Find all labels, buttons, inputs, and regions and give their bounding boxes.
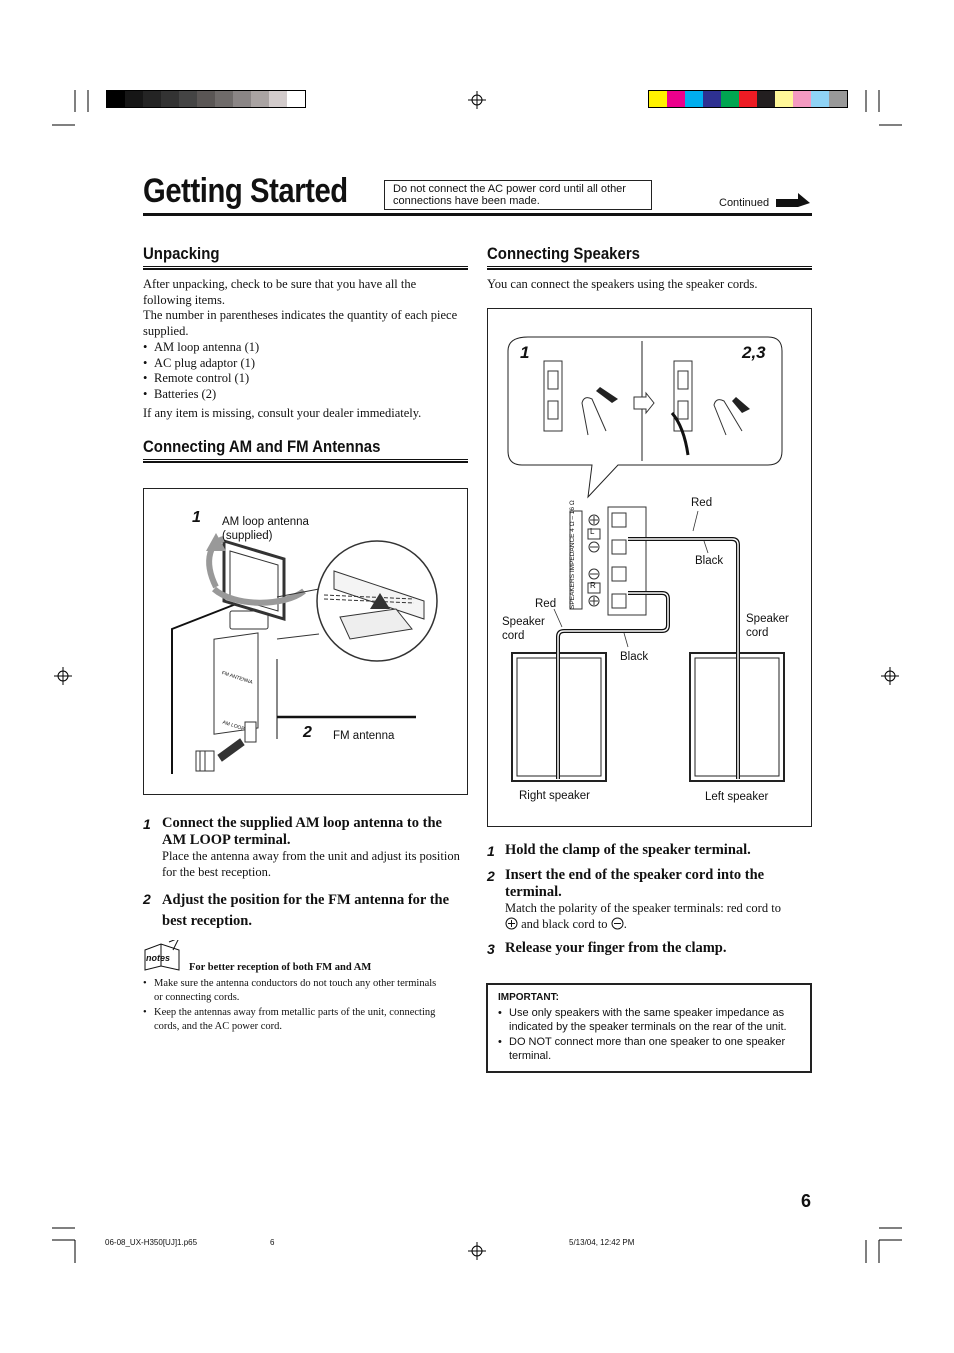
color-swatch (161, 91, 179, 107)
antennas-heading: Connecting AM and FM Antennas (143, 437, 381, 456)
step-title: Adjust the position for the FM antenna for the best reception. (162, 892, 450, 929)
right-speaker-label: Right speaker (519, 790, 590, 802)
important-box (486, 983, 812, 1073)
color-swatch (287, 91, 305, 107)
unpacking-intro-2: The number in parentheses indicates the quantity of each piece supplied. (143, 308, 458, 339)
detail-text: Match the polarity of the speaker terminals: red cord to (505, 901, 781, 915)
color-swatch (757, 91, 775, 107)
antennas-rule (143, 459, 468, 463)
color-swatch (667, 91, 685, 107)
left-speaker-label: Left speaker (705, 791, 769, 803)
detail-text: and black cord to (521, 916, 608, 931)
color-bar (648, 90, 848, 108)
step-number: 2 (143, 891, 151, 907)
black-top-label: Black (695, 555, 724, 567)
step-title: Insert the end of the speaker cord into the terminal. (505, 867, 765, 900)
important-label: IMPORTANT: (498, 992, 559, 1003)
antenna-step-2 (143, 890, 468, 932)
list-item: • DO NOT connect more than one speaker to one speaker terminal. (498, 1035, 800, 1064)
am-loop-antenna-label: AM loop antenna (supplied) (222, 516, 309, 542)
unpacking-outro: If any item is missing, consult your dealer immediately. (143, 405, 422, 420)
speaker-step-2 (487, 867, 812, 932)
panel-am-label: AM LOOP (221, 719, 246, 733)
color-swatch (829, 91, 847, 107)
unpacking-heading: Unpacking (143, 244, 220, 263)
speakers-rule (487, 266, 812, 270)
registration-mark-bottom (468, 1242, 486, 1260)
color-swatch (685, 91, 703, 107)
color-swatch (703, 91, 721, 107)
unpacking-items (143, 340, 461, 403)
minus-icon (611, 917, 624, 930)
speaker-illustration (488, 309, 813, 828)
color-swatch (197, 91, 215, 107)
step-title: Hold the clamp of the speaker terminal. (505, 842, 751, 858)
notes-list (143, 977, 443, 1035)
color-swatch (107, 91, 125, 107)
step-number: 3 (487, 941, 495, 957)
step-detail (505, 901, 812, 932)
list-item: • Use only speakers with the same speaker impedance as indicated by the speaker terminals on the rear of the unit. (498, 1006, 800, 1035)
detail-text: . (623, 916, 627, 931)
color-swatch (811, 91, 829, 107)
fm-antenna-label: FM antenna (333, 730, 395, 742)
speakers-intro: You can connect the speakers using the speaker cords. (487, 277, 758, 291)
color-swatch (649, 91, 667, 107)
list-item: • AM loop antenna (1) (143, 340, 461, 356)
color-swatch (793, 91, 811, 107)
color-swatch (215, 91, 233, 107)
list-item: • Remote control (1) (143, 371, 461, 387)
antenna-figure (143, 488, 468, 795)
important-list (498, 1006, 800, 1064)
page-number: 6 (801, 1191, 812, 1211)
panel-fm-label: FM ANTENNA (220, 670, 254, 686)
title-rule (143, 213, 812, 216)
list-item: • Keep the antennas away from metallic parts of the unit, connecting cords, and the AC power cord. (143, 1006, 443, 1035)
notes-heading: For better reception of both FM and AM (189, 962, 372, 973)
registration-mark-left (54, 667, 72, 685)
page-title: Getting Started (143, 172, 348, 210)
registration-mark-right (881, 667, 899, 685)
black-bottom-label: Black (620, 651, 649, 663)
terminal-l-label: L (590, 527, 595, 536)
terminal-r-label: R (590, 581, 596, 590)
color-swatch (721, 91, 739, 107)
power-warning-box: Do not connect the AC power cord until all other connections have been made. (384, 180, 652, 210)
speakers-heading: Connecting Speakers (487, 244, 640, 263)
list-item: • Make sure the antenna conductors do not touch any other terminals or connecting cords. (143, 977, 443, 1006)
color-swatch (233, 91, 251, 107)
red-top-label: Red (691, 497, 713, 509)
unpacking-rule (143, 266, 468, 270)
color-swatch (775, 91, 793, 107)
step-detail: Place the antenna away from the unit and adjust its position for the best reception. (162, 849, 460, 879)
continued-arrow-icon (776, 193, 812, 209)
antenna-step-1 (143, 815, 468, 880)
color-swatch (143, 91, 161, 107)
step-title: Connect the supplied AM loop antenna to the AM LOOP terminal. (162, 815, 442, 848)
grayscale-bar (106, 90, 306, 108)
color-swatch (251, 91, 269, 107)
figure-step-1: 1 (520, 343, 530, 362)
step-number: 2 (487, 868, 495, 884)
terminal-zoom-icon (317, 541, 437, 661)
list-item: • Batteries (2) (143, 387, 461, 403)
notes-icon-label: notes (146, 953, 171, 963)
footer-file: 06-08_UX-H350[UJ]1.p65 (105, 1238, 198, 1247)
color-swatch (269, 91, 287, 107)
figure-step-2-3: 2,3 (742, 343, 766, 362)
color-swatch (739, 91, 757, 107)
speaker-cord-left-label: Speaker cord (502, 616, 545, 642)
red-left-label: Red (535, 598, 557, 610)
figure-step-1: 1 (192, 509, 201, 526)
speaker-step-3 (487, 940, 812, 957)
unpacking-text (143, 277, 461, 421)
step-title: Release your finger from the clamp. (505, 940, 727, 956)
am-loop-antenna-icon (224, 541, 284, 629)
speaker-figure (487, 308, 812, 827)
registration-mark-top (468, 91, 486, 109)
color-swatch (179, 91, 197, 107)
step-number: 1 (143, 816, 151, 832)
footer-date: 5/13/04, 12:42 PM (569, 1238, 635, 1247)
impedance-label: SPEAKERS IMPEDANCE 4 Ω – 16 Ω (569, 500, 576, 609)
plug-icon (196, 739, 244, 771)
speaker-step-1 (487, 842, 812, 859)
unpacking-intro-1: After unpacking, check to be sure that you have all the following items. (143, 277, 417, 307)
color-swatch (125, 91, 143, 107)
figure-step-2: 2 (303, 724, 312, 741)
step-number: 1 (487, 843, 495, 859)
plus-icon (505, 917, 518, 930)
continued-label: Continued (719, 197, 770, 209)
list-item: • AC plug adaptor (1) (143, 356, 461, 372)
speaker-cord-right-label: Speaker cord (746, 613, 789, 639)
footer-page: 6 (270, 1238, 275, 1247)
